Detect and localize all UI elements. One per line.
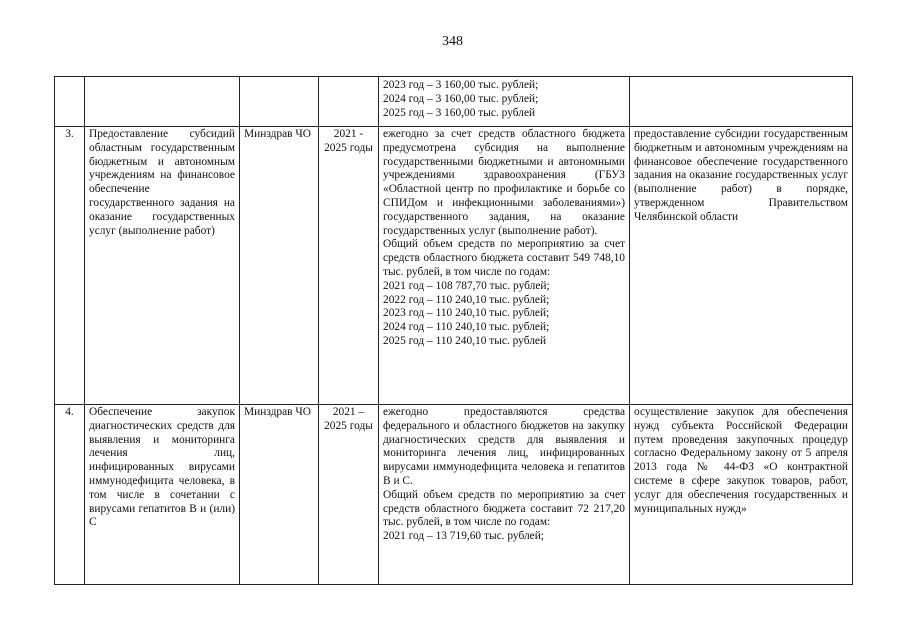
result-cell bbox=[630, 77, 853, 127]
funding-line: 2023 год – 3 160,00 тыс. рублей; bbox=[383, 79, 539, 91]
result-cell: предоставление субсидии государственным бюджетным и автономным учреждениям на финансовое обеспечение государственного задания на оказание государственных услуг (выполнение работ) в порядке, утвержденном Правительством Челябинской области bbox=[630, 127, 853, 405]
measure-name-cell: Предоставление субсидий областным государственным бюджетным и автономным учреждениям на финансовое обеспечение государственного задания на оказание государственных услуг (выполнение работ) bbox=[85, 127, 240, 405]
table-row bbox=[55, 127, 853, 405]
measures-table bbox=[54, 76, 853, 585]
funding-line: ежегодно предоставляются средства федерального и областного бюджетов на закупку диагностических средств для выявления и мониторинга лечения лиц, инфицированных вирусами иммунодефицита человека и гепатитов В и С. bbox=[383, 406, 625, 487]
row-number-cell bbox=[55, 77, 85, 127]
funding-line: ежегодно за счет средств областного бюджета предусмотрена субсидия на выполнение государственными бюджетными и автономными учреждениями здравоохранения (ГБУЗ «Областной центр по профилактике и борьбе со СПИДом и инфекционными заболеваниями») государственного задания, на оказание государственных услуг (выполнение работ). bbox=[383, 128, 625, 237]
period-cell: 2021 – 2025 годы bbox=[319, 405, 379, 585]
executor-cell: Минздрав ЧО bbox=[240, 127, 319, 405]
table-row bbox=[55, 77, 853, 127]
table-row bbox=[55, 405, 853, 585]
funding-line: 2024 год – 3 160,00 тыс. рублей; bbox=[383, 92, 539, 105]
funding-line: 2023 год – 110 240,10 тыс. рублей; bbox=[383, 307, 550, 320]
funding-line: Общий объем средств по мероприятию за счет средств областного бюджета составит 72 217,20 тыс. рублей, в том числе по годам: bbox=[383, 488, 625, 529]
row-number-cell: 3. bbox=[55, 127, 85, 405]
period-cell bbox=[319, 77, 379, 127]
funding-line: Общий объем средств по мероприятию за счет средств областного бюджета составит 549 748,10 тыс. рублей, в том числе по годам: bbox=[383, 238, 625, 278]
funding-line: 2024 год – 110 240,10 тыс. рублей; bbox=[383, 321, 550, 334]
measure-name-cell: Обеспечение закупок диагностических средств для выявления и мониторинга лечения лиц, инфицированных вирусами иммунодефицита человека, в том числе в сочетании с вирусами гепатитов В и (или) С bbox=[85, 405, 240, 585]
funding-cell bbox=[379, 405, 630, 585]
funding-line: 2025 год – 110 240,10 тыс. рублей bbox=[383, 334, 547, 347]
page-number: 348 bbox=[442, 34, 463, 49]
funding-line: 2025 год – 3 160,00 тыс. рублей bbox=[383, 106, 536, 119]
funding-cell bbox=[379, 77, 630, 127]
funding-line: 2021 год – 108 787,70 тыс. рублей; bbox=[383, 279, 550, 292]
funding-line: 2022 год – 110 240,10 тыс. рублей; bbox=[383, 293, 550, 306]
funding-line: 2021 год – 13 719,60 тыс. рублей; bbox=[383, 530, 544, 543]
row-number-cell: 4. bbox=[55, 405, 85, 585]
result-cell: осуществление закупок для обеспечения нужд субъекта Российской Федерации путем проведения закупочных процедур согласно Федеральному закону от 5 апреля 2013 года № 44-ФЗ «О контрактной системе в сфере закупок товаров, работ, услуг для обеспечения государственных и муниципальных нужд» bbox=[630, 405, 853, 585]
period-cell: 2021 - 2025 годы bbox=[319, 127, 379, 405]
funding-cell bbox=[379, 127, 630, 405]
executor-cell: Минздрав ЧО bbox=[240, 405, 319, 585]
measure-name-cell bbox=[85, 77, 240, 127]
executor-cell bbox=[240, 77, 319, 127]
